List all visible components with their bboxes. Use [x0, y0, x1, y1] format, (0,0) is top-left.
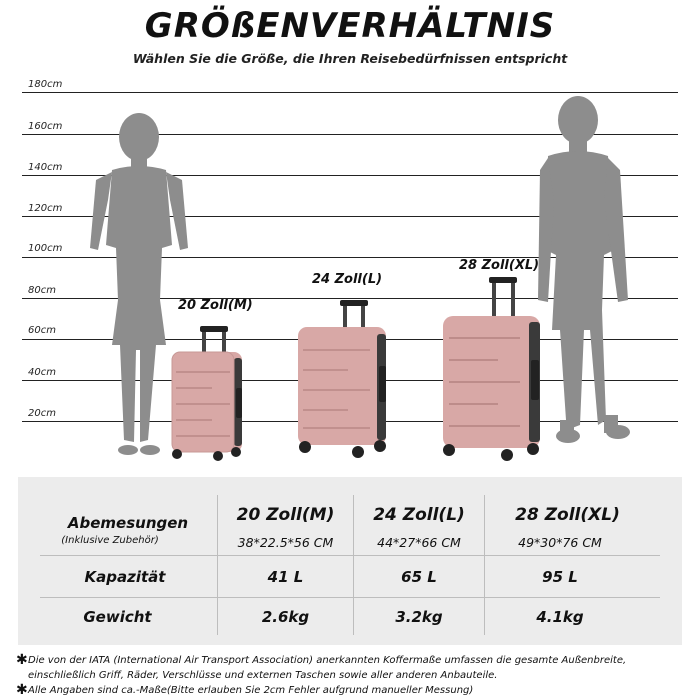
man-silhouette: [538, 96, 630, 443]
cell-capacity-m: 41 L: [267, 568, 304, 586]
row-label-capacity: Kapazität: [84, 568, 166, 586]
row-label-weight: Gewicht: [83, 608, 152, 626]
scale-label-120: 120cm: [28, 203, 63, 214]
note-iata-line2: einschließlich Griff, Räder, Verschlüsse und externen Taschen sowie aller anderen Anbauteile.: [28, 670, 498, 681]
asterisk-icon: ✱: [16, 652, 28, 668]
cell-capacity-xl: 95 L: [542, 568, 578, 586]
scale-label-140: 140cm: [28, 162, 63, 173]
suitcase-small: [172, 326, 242, 461]
scale-label-160: 160cm: [28, 121, 63, 132]
note-iata-line1: Die von der IATA (International Air Transport Association) anerkannten Koffermaße umfassen die gesamte Außenbreite,: [28, 655, 627, 666]
page-title: GRÖßENVERHÄLTNIS: [144, 6, 556, 46]
cell-size-xl: 28 Zoll(XL): [515, 505, 620, 525]
spec-table: [18, 477, 682, 645]
row-sublabel-dimensions: (Inklusive Zubehör): [61, 535, 159, 546]
label-suitcase-small: 20 Zoll(M): [178, 298, 253, 313]
cell-size-l: 24 Zoll(L): [373, 505, 465, 525]
scale-label-40: 40cm: [28, 367, 56, 378]
cell-dims-l: 44*27*66 CM: [377, 535, 461, 550]
cell-capacity-l: 65 L: [401, 568, 437, 586]
cell-weight-l: 3.2kg: [395, 608, 443, 626]
cell-dims-m: 38*22.5*56 CM: [237, 535, 334, 550]
scale-label-180: 180cm: [28, 79, 63, 90]
cell-weight-m: 2.6kg: [261, 608, 310, 626]
row-label-dimensions: Abemesungen: [67, 514, 189, 532]
scale-label-100: 100cm: [28, 243, 63, 254]
table-row-divider: [40, 597, 660, 598]
label-suitcase-large: 28 Zoll(XL): [459, 258, 540, 273]
scale-label-80: 80cm: [28, 285, 56, 296]
cell-weight-xl: 4.1kg: [536, 608, 584, 626]
cell-dims-xl: 49*30*76 CM: [518, 535, 602, 550]
scale-label-20: 20cm: [28, 408, 56, 419]
label-suitcase-medium: 24 Zoll(L): [312, 272, 383, 287]
note-measurement: Alle Angaben sind ca.-Maße(Bitte erlauben Sie 2cm Fehler aufgrund manueller Messung): [28, 685, 474, 696]
scale-label-60: 60cm: [28, 325, 56, 336]
suitcase-large: [443, 277, 540, 461]
cell-size-m: 20 Zoll(M): [236, 505, 335, 525]
suitcase-medium: [298, 300, 386, 458]
asterisk-icon: ✱: [16, 682, 28, 698]
table-row-divider: [40, 555, 660, 556]
page-subtitle: Wählen Sie die Größe, die Ihren Reisebedürfnissen entspricht: [132, 51, 568, 66]
